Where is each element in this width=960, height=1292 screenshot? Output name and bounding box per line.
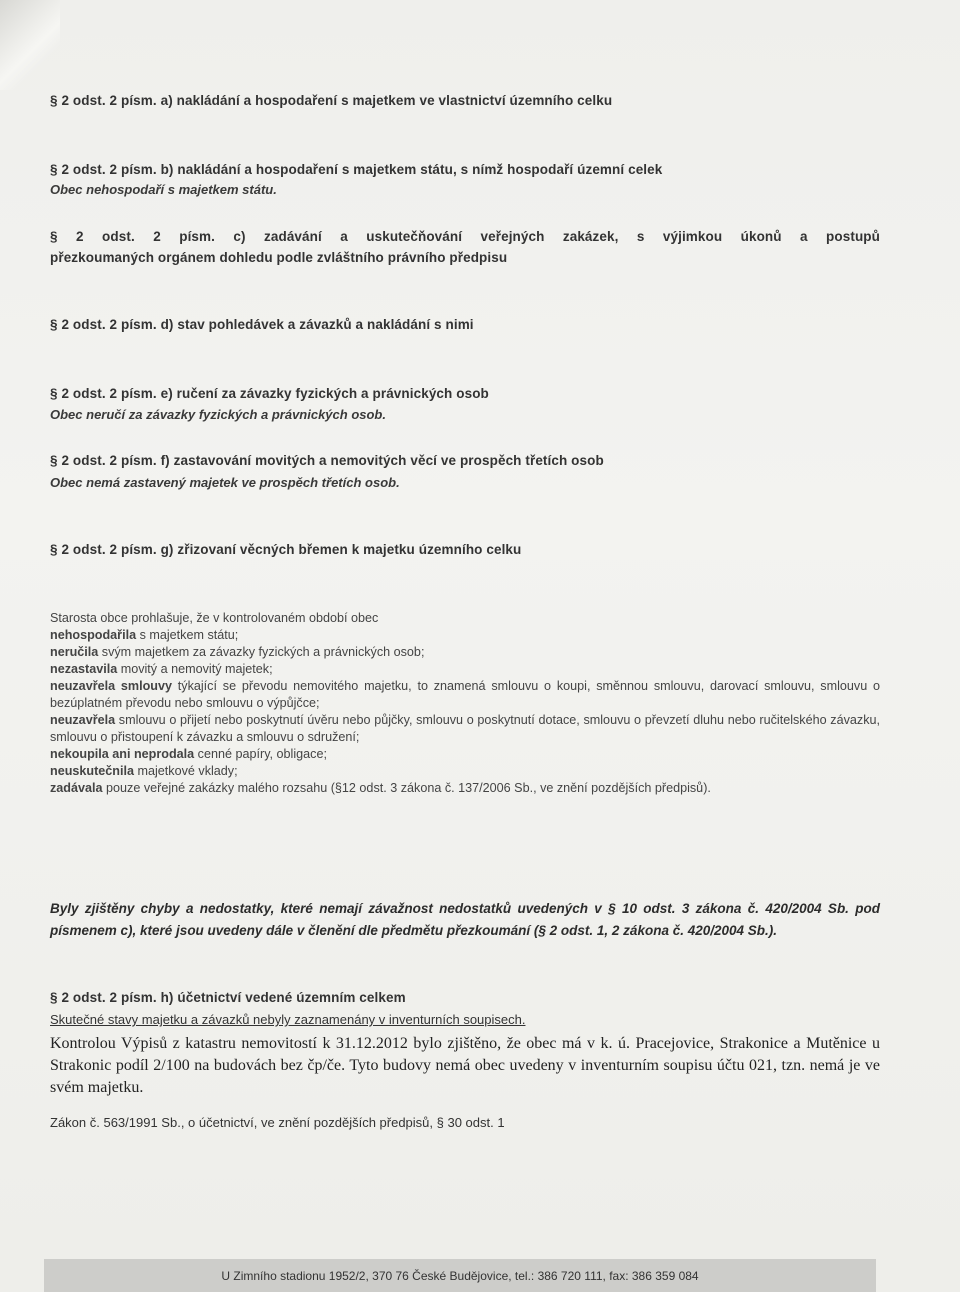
section-c-heading-line1: § 2 odst. 2 písm. c) zadávání a uskutečňování veřejných zakázek, s výjimkou úkonů a postupů (50, 229, 880, 244)
section-h-body: Kontrolou Výpisů z katastru nemovitostí k 31.12.2012 bylo zjištěno, že obec má v k. ú. Pracejovice, Strakonice a Mutěnice u Strakonic podíl 2/100 na budovách bez čp/če. Tyto budovy nemá obec uvedeny v inventurním soupisu účtu 021, tzn. nemá je ve svém majetku. (50, 1035, 880, 1096)
declaration-item: zadávala pouze veřejné zakázky malého rozsahu (§12 odst. 3 zákona č. 137/2006 Sb., ve znění pozdějších předpisů). (50, 781, 711, 795)
section-f-heading: § 2 odst. 2 písm. f) zastavování movitých a nemovitých věcí ve prospěch třetích osob (50, 453, 604, 468)
declaration-item: neuzavřela smlouvu o přijetí nebo poskytnutí úvěru nebo půjčky, smlouvu o poskytnutí dotace, smlouvu o převzetí dluhu nebo ručitelského závazku, smlouvu o přistoupení k závazku a smlouvu o sdružení; (50, 713, 880, 744)
declaration-item: neuzavřela smlouvy týkající se převodu nemovitého majetku, to znamená smlouvu o koupi, směnnou smlouvu, darovací smlouvu, smlouvu o bezúplatném převodu nebo smlouvu o výpůjčce; (50, 679, 880, 710)
section-h-subheading: Skutečné stavy majetku a závazků nebyly zaznamenány v inventurních soupisech. (50, 1012, 526, 1027)
section-c-heading-line2: přezkoumaných orgánem dohledu podle zvláštního právního předpisu (50, 250, 508, 265)
declaration-item: nezastavila movitý a nemovitý majetek; (50, 662, 273, 676)
footer-address-text: U Zimního stadionu 1952/2, 370 76 České Budějovice, tel.: 386 720 111, fax: 386 359 084 (221, 1268, 699, 1283)
section-h-law-reference: Zákon č. 563/1991 Sb., o účetnictví, ve znění pozdějších předpisů, § 30 odst. 1 (50, 1115, 505, 1130)
declaration-intro: Starosta obce prohlašuje, že v kontrolovaném období obec (50, 611, 379, 625)
declaration-item: nehospodařila s majetkem státu; (50, 628, 239, 642)
footer-address (44, 1259, 876, 1292)
page-fold-shadow (0, 0, 60, 90)
declaration-item: neručila svým majetkem za závazky fyzických a právnických osob; (50, 645, 425, 659)
section-g-heading: § 2 odst. 2 písm. g) zřizovaní věcných břemen k majetku územního celku (50, 542, 522, 557)
finding-paragraph: Byly zjištěny chyby a nedostatky, které nemají závažnost nedostatků uvedených v § 10 odst. 3 zákona č. 420/2004 Sb. pod písmenem c), které jsou uvedeny dále v členění dle předmětu přezkoumání (§ 2 odst. 1, 2 zákona č. 420/2004 Sb.). (50, 901, 880, 938)
section-a-heading: § 2 odst. 2 písm. a) nakládání a hospodaření s majetkem ve vlastnictví územního celku (50, 93, 613, 108)
section-e-heading: § 2 odst. 2 písm. e) ručení za závazky fyzických a právnických osob (50, 386, 489, 401)
section-e-note: Obec neručí za závazky fyzických a právnických osob. (50, 407, 386, 422)
section-b-heading: § 2 odst. 2 písm. b) nakládání a hospodaření s majetkem státu, s nímž hospodaří územní celek (50, 162, 663, 177)
declaration (50, 610, 880, 797)
section-d-heading: § 2 odst. 2 písm. d) stav pohledávek a závazků a nakládání s nimi (50, 317, 474, 332)
section-h-heading: § 2 odst. 2 písm. h) účetnictví vedené územním celkem (50, 990, 406, 1005)
declaration-item: neuskutečnila majetkové vklady; (50, 764, 238, 778)
section-f-note: Obec nemá zastavený majetek ve prospěch třetích osob. (50, 475, 400, 490)
declaration-item: nekoupila ani neprodala cenné papíry, obligace; (50, 747, 327, 761)
section-b-note: Obec nehospodaří s majetkem státu. (50, 182, 277, 197)
